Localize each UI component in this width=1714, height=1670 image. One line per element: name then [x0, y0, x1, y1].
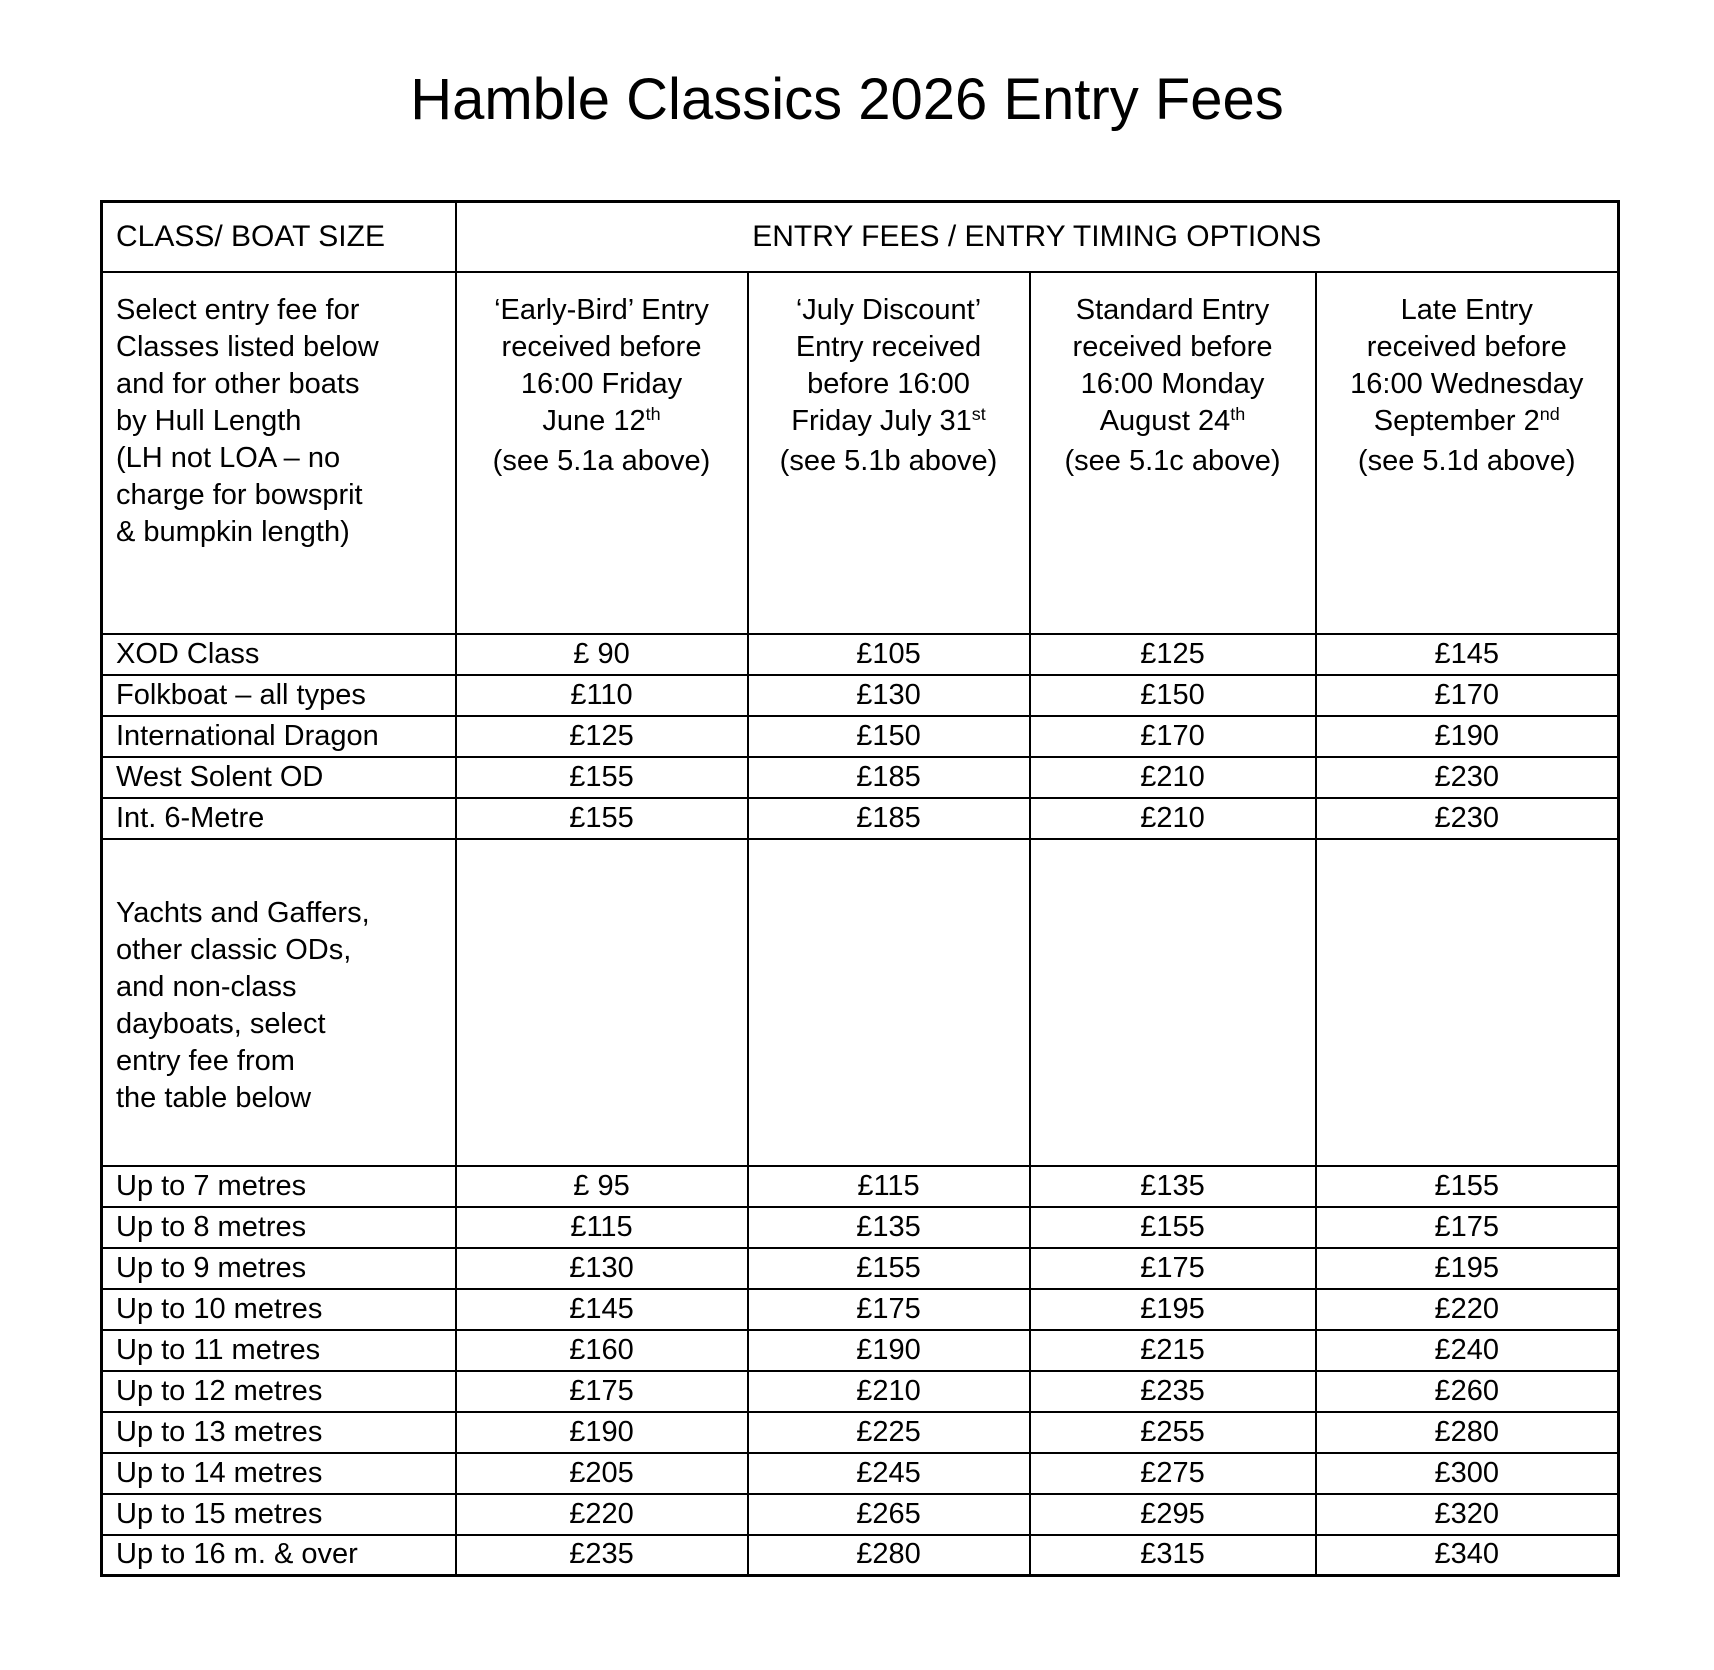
desc-line: before 16:00 [807, 367, 970, 400]
table-row [102, 716, 1619, 757]
fee-cell: £135 [1030, 1166, 1316, 1207]
fee-cell: £170 [1030, 716, 1316, 757]
desc-line: charge for bowsprit [116, 478, 363, 511]
fee-cell: £115 [456, 1207, 748, 1248]
date-text: August 24 [1099, 404, 1231, 437]
fee-cell: £155 [1030, 1207, 1316, 1248]
fee-cell: £130 [456, 1248, 748, 1289]
row-label: Up to 9 metres [102, 1248, 456, 1289]
fee-cell: £240 [1316, 1330, 1619, 1371]
desc-line: (LH not LOA – no [116, 441, 341, 474]
row-label: Up to 13 metres [102, 1412, 456, 1453]
table-row [102, 634, 1619, 675]
fee-cell: £215 [1030, 1330, 1316, 1371]
fee-cell: £295 [1030, 1494, 1316, 1535]
date-ordinal: nd [1539, 403, 1560, 424]
fee-cell: £155 [1316, 1166, 1619, 1207]
desc-line: Late Entry [1400, 293, 1533, 326]
desc-date-line [457, 403, 747, 443]
early-bird-header [456, 272, 748, 634]
date-text: Friday July 31 [791, 404, 972, 437]
late-entry-header [1316, 272, 1619, 634]
desc-line: Select entry fee for [116, 293, 360, 326]
fee-cell: £110 [456, 675, 748, 716]
desc-note: (see 5.1c above) [1064, 444, 1281, 477]
desc-line: received before [1366, 330, 1567, 363]
desc-line: received before [1072, 330, 1273, 363]
table-row [102, 675, 1619, 716]
fee-cell: £320 [1316, 1494, 1619, 1535]
fee-cell: £230 [1316, 798, 1619, 839]
table-header-row [102, 202, 1619, 272]
date-text: June 12 [542, 404, 646, 437]
desc-date-line [749, 403, 1029, 443]
fee-cell: £150 [1030, 675, 1316, 716]
row-label: XOD Class [102, 634, 456, 675]
desc-line: 16:00 Monday [1080, 367, 1265, 400]
desc-line: 16:00 Friday [520, 367, 683, 400]
fee-cell: £170 [1316, 675, 1619, 716]
desc-note: (see 5.1b above) [779, 444, 998, 477]
fee-cell: £220 [456, 1494, 748, 1535]
column-description-row [102, 272, 1619, 634]
fee-cell: £300 [1316, 1453, 1619, 1494]
fee-cell: £185 [748, 757, 1030, 798]
fee-cell: £220 [1316, 1289, 1619, 1330]
fee-cell: £275 [1030, 1453, 1316, 1494]
fee-cell: £255 [1030, 1412, 1316, 1453]
fee-cell: £340 [1316, 1535, 1619, 1576]
desc-line: by Hull Length [116, 404, 302, 437]
fee-cell: £265 [748, 1494, 1030, 1535]
table-row [102, 1371, 1619, 1412]
row-label: Int. 6-Metre [102, 798, 456, 839]
section-line: dayboats, select [116, 1007, 326, 1040]
page-title: Hamble Classics 2026 Entry Fees [410, 67, 1284, 132]
header-class-boat-size: CLASS/ BOAT SIZE [102, 202, 456, 272]
fee-cell: £190 [456, 1412, 748, 1453]
fee-cell: £155 [748, 1248, 1030, 1289]
date-text: September 2 [1373, 404, 1540, 437]
table-row [102, 1535, 1619, 1576]
section-line: entry fee from [116, 1044, 295, 1077]
fee-cell: £155 [456, 757, 748, 798]
row-label: Up to 11 metres [102, 1330, 456, 1371]
date-ordinal: th [1230, 403, 1246, 424]
section-line: and non-class [116, 970, 297, 1003]
section-label [102, 839, 456, 1166]
desc-date-line [1031, 403, 1315, 443]
fee-cell: £190 [1316, 716, 1619, 757]
desc-note: (see 5.1d above) [1357, 444, 1576, 477]
row-label: Up to 16 m. & over [102, 1535, 456, 1576]
fee-cell: £195 [1030, 1289, 1316, 1330]
fee-cell: £235 [1030, 1371, 1316, 1412]
fee-cell: £235 [456, 1535, 748, 1576]
fee-cell: £210 [1030, 798, 1316, 839]
table-row [102, 1330, 1619, 1371]
row-label: Up to 12 metres [102, 1371, 456, 1412]
row-label: Up to 15 metres [102, 1494, 456, 1535]
row-label: Up to 8 metres [102, 1207, 456, 1248]
table-row [102, 1494, 1619, 1535]
desc-line: received before [501, 330, 702, 363]
date-ordinal: st [971, 403, 986, 424]
fee-cell: £280 [1316, 1412, 1619, 1453]
table-row [102, 1207, 1619, 1248]
header-entry-options: ENTRY FEES / ENTRY TIMING OPTIONS [456, 202, 1619, 272]
fee-cell: £125 [456, 716, 748, 757]
table-row [102, 757, 1619, 798]
fee-cell: £210 [1030, 757, 1316, 798]
desc-line: & bumpkin length) [116, 515, 350, 548]
fee-cell: £175 [748, 1289, 1030, 1330]
table-row [102, 1412, 1619, 1453]
fee-cell: £150 [748, 716, 1030, 757]
desc-line: 16:00 Wednesday [1350, 367, 1584, 400]
fee-cell: £160 [456, 1330, 748, 1371]
fee-cell: £280 [748, 1535, 1030, 1576]
fee-cell: £230 [1316, 757, 1619, 798]
desc-line: and for other boats [116, 367, 360, 400]
standard-entry-header [1030, 272, 1316, 634]
fee-cell: £115 [748, 1166, 1030, 1207]
fee-cell: £175 [1316, 1207, 1619, 1248]
row-label: Up to 14 metres [102, 1453, 456, 1494]
table-row [102, 1166, 1619, 1207]
desc-line: ‘Early-Bird’ Entry [494, 293, 709, 326]
fee-cell: £135 [748, 1207, 1030, 1248]
row-label: Up to 7 metres [102, 1166, 456, 1207]
desc-line: Classes listed below [116, 330, 379, 363]
desc-line: ‘July Discount’ [795, 293, 982, 326]
row-label: West Solent OD [102, 757, 456, 798]
fee-cell: £185 [748, 798, 1030, 839]
july-discount-header [748, 272, 1030, 634]
table-row [102, 798, 1619, 839]
fee-cell: £205 [456, 1453, 748, 1494]
fee-cell: £315 [1030, 1535, 1316, 1576]
empty-cell [456, 839, 748, 1166]
desc-date-line [1317, 403, 1618, 443]
fee-cell: £175 [1030, 1248, 1316, 1289]
fee-cell: £210 [748, 1371, 1030, 1412]
fee-cell: £130 [748, 675, 1030, 716]
fee-cell: £245 [748, 1453, 1030, 1494]
section-line: the table below [116, 1081, 312, 1114]
fee-cell: £175 [456, 1371, 748, 1412]
section-line: other classic ODs, [116, 933, 352, 966]
boat-size-description [102, 272, 456, 634]
table-row [102, 1248, 1619, 1289]
fee-cell: £ 90 [456, 634, 748, 675]
section-line: Yachts and Gaffers, [116, 896, 370, 929]
fee-cell: £105 [748, 634, 1030, 675]
fee-cell: £125 [1030, 634, 1316, 675]
fee-cell: £ 95 [456, 1166, 748, 1207]
row-label: Up to 10 metres [102, 1289, 456, 1330]
fee-cell: £145 [456, 1289, 748, 1330]
fee-cell: £195 [1316, 1248, 1619, 1289]
fee-cell: £155 [456, 798, 748, 839]
row-label: Folkboat – all types [102, 675, 456, 716]
empty-cell [748, 839, 1030, 1166]
fee-cell: £145 [1316, 634, 1619, 675]
section-row [102, 839, 1619, 1166]
fee-cell: £260 [1316, 1371, 1619, 1412]
table-row [102, 1289, 1619, 1330]
date-ordinal: th [645, 403, 661, 424]
row-label: International Dragon [102, 716, 456, 757]
desc-line: Standard Entry [1075, 293, 1270, 326]
desc-line: Entry received [795, 330, 982, 363]
table-row [102, 1453, 1619, 1494]
empty-cell [1316, 839, 1619, 1166]
fee-cell: £225 [748, 1412, 1030, 1453]
fee-cell: £190 [748, 1330, 1030, 1371]
entry-fees-table [100, 200, 1620, 1577]
desc-note: (see 5.1a above) [492, 444, 711, 477]
empty-cell [1030, 839, 1316, 1166]
